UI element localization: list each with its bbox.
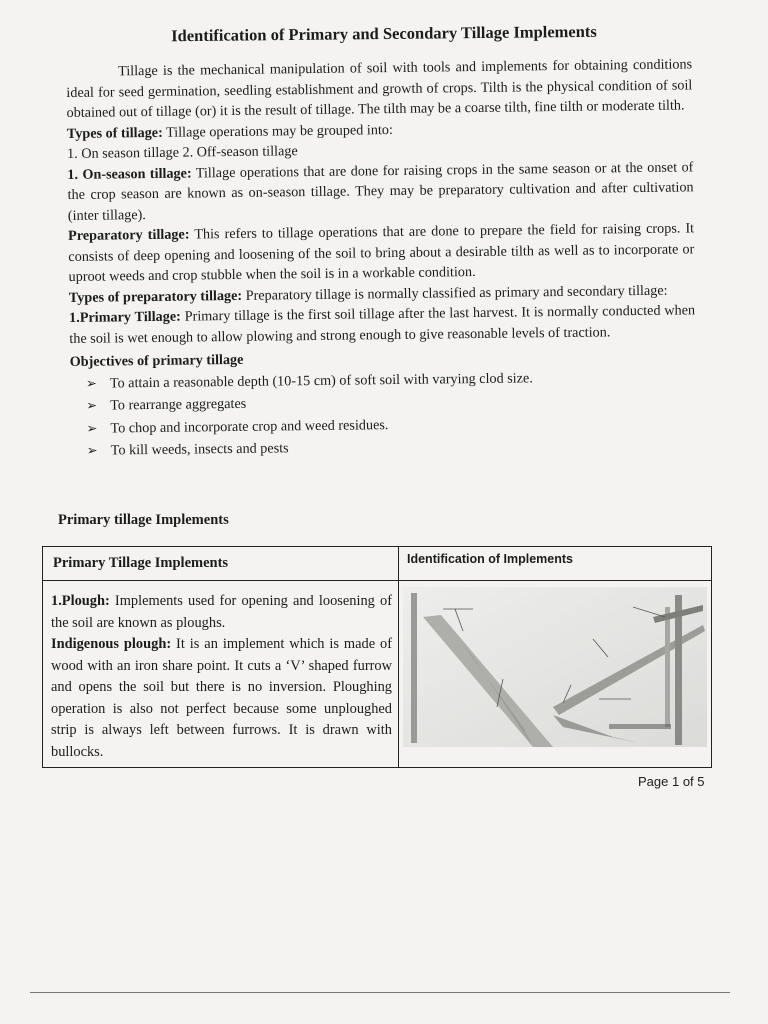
- on-season-label: 1. On-season tillage:: [67, 164, 192, 183]
- primary-tillage-label: 1.Primary Tillage:: [69, 308, 181, 326]
- table-row: [43, 581, 712, 768]
- objectives-heading: Objectives of primary tillage: [69, 351, 244, 370]
- indigenous-plough-photo: [403, 587, 707, 747]
- plough-label: 1.Plough:: [51, 593, 110, 609]
- plough-image-cell: [399, 581, 712, 768]
- objective-text: To rearrange aggregates: [110, 395, 247, 414]
- plough-description-cell: [43, 581, 399, 768]
- arrow-bullet-icon: ➢: [85, 375, 97, 391]
- types-label: Types of tillage:: [66, 124, 163, 142]
- objective-text: To kill weeds, insects and pests: [110, 440, 289, 459]
- preparatory-text: This refers to tillage operations that are done to prepare the field for raising crops. It consists of deep opening and loosening of the soil to bring about a desirable tilth as well as to incorporate or uproot weeds and crop stubble when the soil is in a workable condition.: [68, 220, 695, 285]
- column-header-identification: Identification of Implements: [399, 547, 712, 581]
- primary-tillage-text: Primary tillage is the first soil tillage after the last harvest. It is normally conducted when the soil is wet enough to allow plowing and strong enough to give reasonable levels of traction.: [69, 302, 696, 347]
- objective-text: To attain a reasonable depth (10-15 cm) of soft soil with varying clod size.: [109, 369, 533, 391]
- types-preparatory-text: Preparatory tillage is normally classified as primary and secondary tillage:: [242, 282, 668, 304]
- page-number: Page 1 of 5: [638, 774, 705, 789]
- page-bottom-rule: [30, 992, 730, 993]
- types-list: 1. On season tillage 2. Off-season tillage: [67, 143, 298, 162]
- objectives-list: [70, 365, 697, 463]
- types-preparatory-label: Types of preparatory tillage:: [68, 287, 243, 306]
- arrow-bullet-icon: ➢: [86, 442, 98, 458]
- table-header-row: [43, 547, 712, 581]
- arrow-bullet-icon: ➢: [86, 420, 98, 436]
- primary-tillage-paragraph: [69, 300, 695, 349]
- preparatory-paragraph: [68, 218, 695, 287]
- objective-text: To chop and incorporate crop and weed residues.: [110, 416, 389, 436]
- body-text: [66, 54, 697, 462]
- preparatory-label: Preparatory tillage:: [68, 226, 190, 244]
- indigenous-plough-text: It is an implement which is made of wood with an iron share point. It cuts a ‘V’ shaped furrow and opens the soil but there is no inversion. Ploughing operation is also not perfect because some unploughed strip is always left between furrows. It is drawn with bullocks.: [51, 636, 393, 760]
- indigenous-plough-label: Indigenous plough:: [51, 636, 172, 652]
- implements-table: [42, 546, 712, 768]
- column-header-implements: Primary Tillage Implements: [43, 547, 399, 581]
- on-season-text: Tillage operations that are done for raising crops in the same season or at the onset of the crop season are known as on-season tillage. They may be preparatory cultivation and after cultivation (inter tillage).: [67, 158, 694, 224]
- on-season-paragraph: [67, 157, 694, 226]
- arrow-bullet-icon: ➢: [86, 397, 98, 413]
- implements-heading: Primary tillage Implements: [58, 512, 229, 528]
- document-title: Identification of Primary and Secondary Tillage Implements: [171, 21, 597, 46]
- types-text: Tillage operations may be grouped into:: [162, 121, 393, 141]
- plough-text: Implements used for opening and loosening of the soil are known as ploughs.: [51, 593, 392, 631]
- intro-paragraph: Tillage is the mechanical manipulation of soil with tools and implements for obtaining conditions ideal for seed germination, seedling establishment and growth of crops. Tilth is the physical condition of soil obtained out of tillage (or) it is the result of tillage. The tilth may be a coarse tilth, fine tilth or moderate tilth.: [66, 56, 693, 121]
